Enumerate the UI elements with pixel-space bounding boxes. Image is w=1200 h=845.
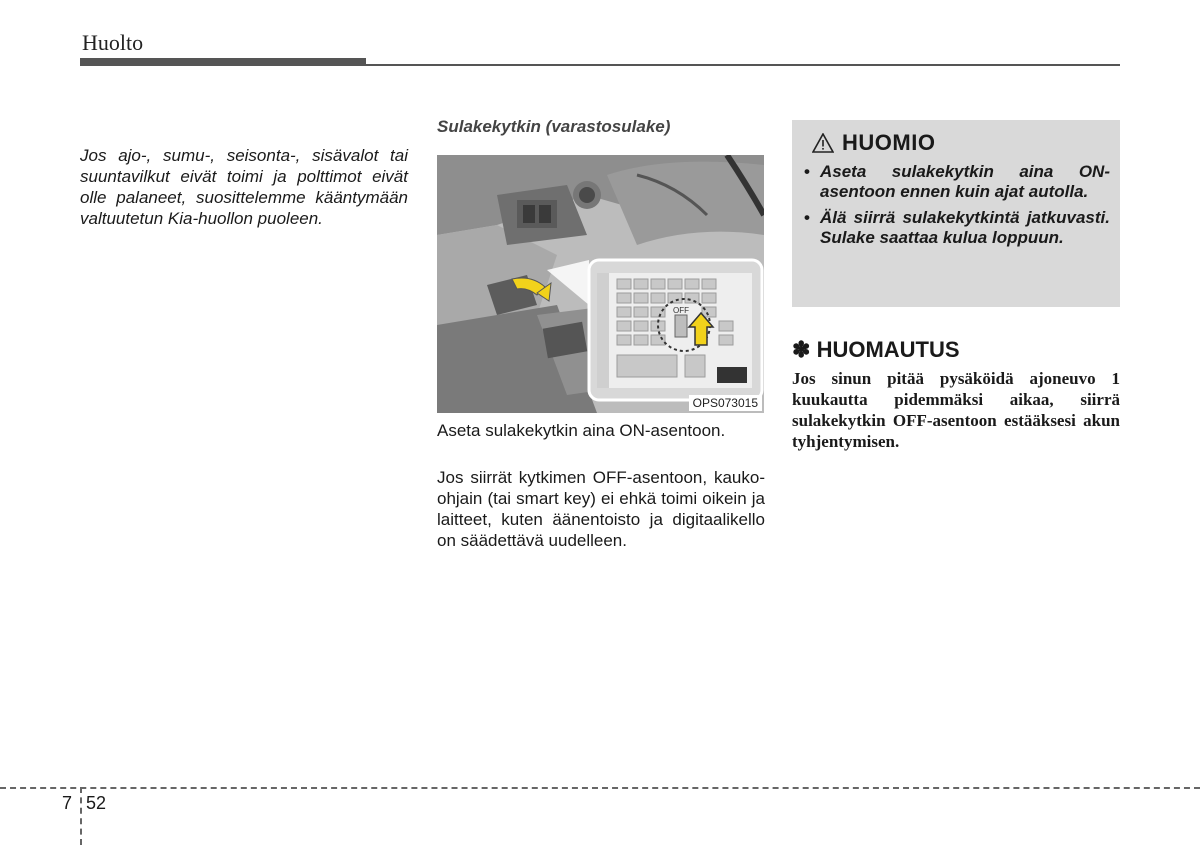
instruction-paragraph: Aseta sulakekytkin aina ON-asentoon. [437,421,726,440]
warning-triangle-icon [812,133,834,153]
note-title: HUOMAUTUS [816,337,960,362]
off-position-label: OFF [673,306,689,315]
section-heading: Sulakekytkin (varastosulake) [437,117,671,136]
note-text: Jos sinun pitää pysäköidä ajoneuvo 1 kuukautta pidemmäksi aikaa, siirrä sulakekytkin OFF-asentoon estääksesi akun tyhjentymisen. [792,369,1120,451]
intro-paragraph: Jos ajo-, sumu-, seisonta-, sisävalot tai suuntavilkut eivät toimi ja polttimot eivät olle palaneet, suosittelemme kääntymään valtuutetun Kia-huollon puoleen. [80,146,408,228]
footer-divider [80,787,82,845]
caution-item-text: Aseta sulakekytkin aina ON-asentoon ennen kuin ajat autolla. [820,162,1110,201]
caution-list [804,162,1110,254]
dashboard-illustration [437,155,764,413]
footer-rule [0,787,1200,789]
figure-code: OPS073015 [689,395,762,411]
page-number: 52 [86,793,107,813]
caution-item [804,162,1110,202]
bullet: • [804,208,810,227]
bullet: • [804,162,810,181]
fuse-switch-figure [437,155,764,413]
header-rule [80,64,1120,66]
info-paragraph: Jos siirrät kytkimen OFF-asentoon, kauko-ohjain (tai smart key) ei ehkä toimi oikein ja laitteet, kuten äänentoisto ja digitaalikello on säädettävä uudelleen. [437,468,765,550]
caution-header [812,130,935,156]
caution-item [804,208,1110,248]
caution-title: HUOMIO [842,130,936,155]
asterisk-icon: ✽ [792,337,811,362]
caution-item-text: Älä siirrä sulakekytkintä jatkuvasti. Sulake saattaa kulua loppuun. [820,208,1110,247]
chapter-number: 7 [62,793,73,813]
caution-box [792,120,1120,307]
note-header [792,337,960,363]
section-title: Huolto [82,30,144,55]
